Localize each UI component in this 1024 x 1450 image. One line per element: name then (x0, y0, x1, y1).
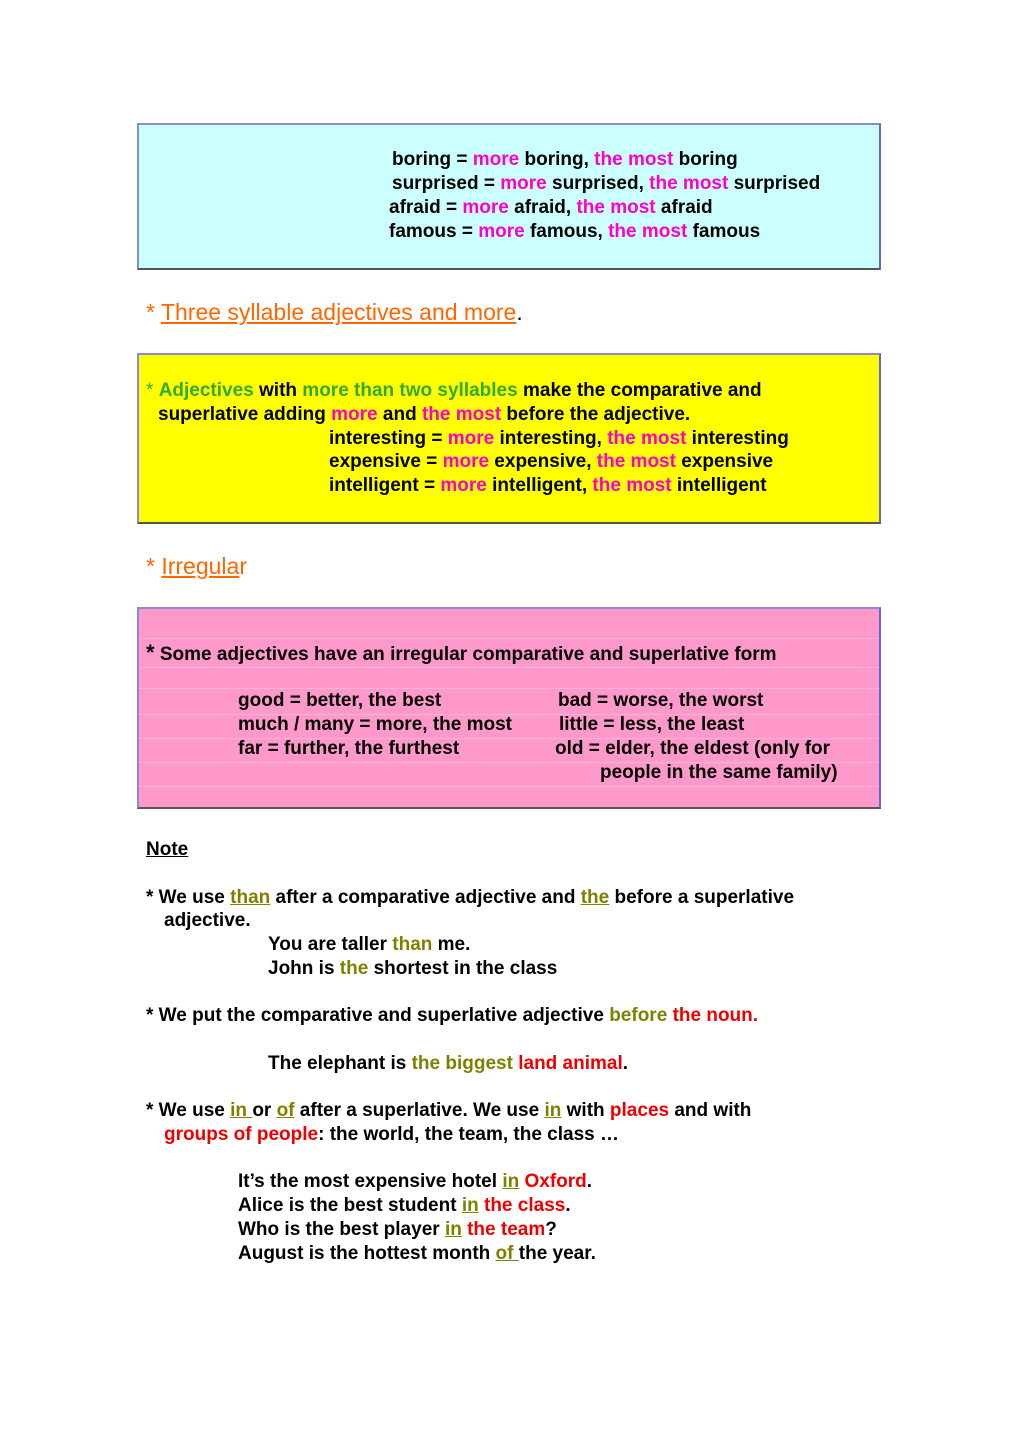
cyan-row-afraid: afraid = more afraid, the most afraid (389, 197, 713, 218)
note-example-year: August is the hottest month of the year. (238, 1243, 596, 1264)
irregular-left-2: far = further, the furthest (238, 738, 460, 759)
note-title: Note (146, 839, 189, 860)
pink-intro: * Some adjectives have an irregular comparative and superlative form (146, 640, 777, 665)
pink-rule (139, 786, 879, 787)
yellow-line-2: superlative adding more and the most before the adjective. (158, 404, 691, 425)
yellow-line-1: * Adjectives with more than two syllables make the comparative and (146, 380, 762, 401)
note-example-elephant: The elephant is the biggest land animal. (268, 1053, 629, 1074)
note-rule-3-cont: groups of people: the world, the team, the class … (164, 1124, 620, 1145)
note-rule-1-cont: adjective. (164, 910, 251, 931)
note-rule-1: * We use than after a comparative adjective and the before a superlative (146, 887, 795, 908)
cyan-row-boring: boring = more boring, the most boring (392, 149, 738, 170)
cyan-row-famous: famous = more famous, the most famous (389, 221, 761, 242)
note-example-than: You are taller than me. (268, 934, 471, 955)
irregular-left-0: good = better, the best (238, 690, 442, 711)
heading-three-syllable: * Three syllable adjectives and more. (146, 299, 523, 325)
irregular-left-1: much / many = more, the most (238, 714, 512, 735)
note-example-class: Alice is the best student in the class. (238, 1195, 571, 1216)
yellow-row-interesting: interesting = more interesting, the most interesting (329, 428, 789, 449)
irregular-right-0: bad = worse, the worst (558, 690, 764, 711)
yellow-row-intelligent: intelligent = more intelligent, the most intelligent (329, 475, 767, 496)
note-rule-2: * We put the comparative and superlative adjective before the noun. (146, 1005, 759, 1026)
irregular-right-2: old = elder, the eldest (only for (555, 738, 831, 759)
yellow-row-expensive: expensive = more expensive, the most expensive (329, 451, 774, 472)
pink-rule (139, 667, 879, 668)
irregular-right-1: little = less, the least (559, 714, 745, 735)
note-example-the: John is the shortest in the class (268, 958, 558, 979)
pink-rule (139, 638, 879, 639)
note-example-oxford: It’s the most expensive hotel in Oxford. (238, 1171, 593, 1192)
note-rule-3: * We use in or of after a superlative. We use in with places and with (146, 1100, 752, 1121)
cyan-row-surprised: surprised = more surprised, the most surprised (392, 173, 821, 194)
heading-irregular: * Irregular (146, 553, 247, 579)
irregular-right-cont: people in the same family) (600, 762, 838, 783)
note-example-team: Who is the best player in the team? (238, 1219, 557, 1240)
